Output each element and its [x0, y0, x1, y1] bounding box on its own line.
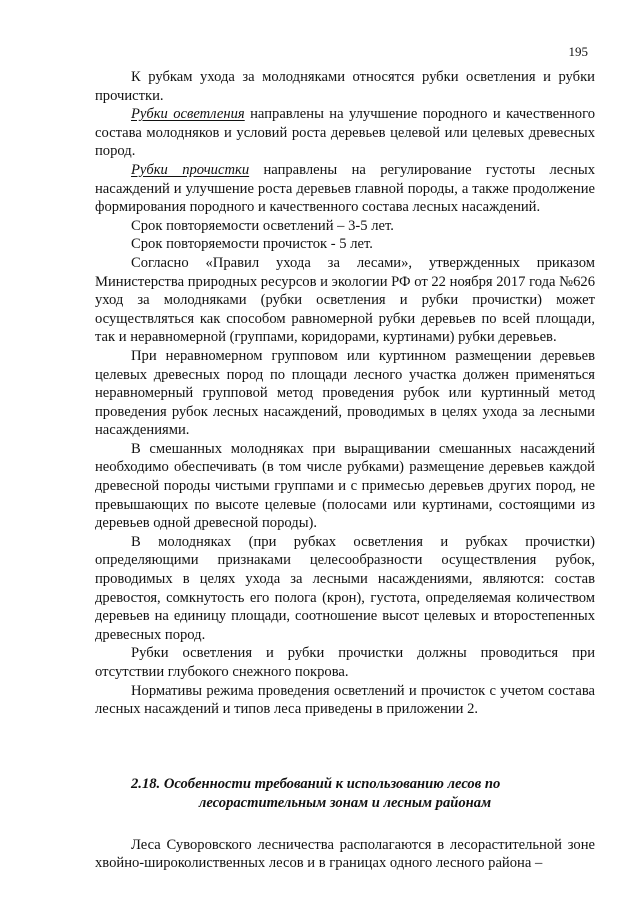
paragraph-cleaning-period: Срок повторяемости прочисток - 5 лет.: [131, 236, 373, 253]
section-heading-line-1: 2.18. Особенности требований к использованию лесов по: [131, 775, 501, 792]
paragraph-uneven-method: При неравномерном групповом или куртинном размещении деревьев целевых древесных пород по площади лесного участка должен применяться неравномерный групповой метод проведения рубок или куртинный метод проведения рубок лесных насаждений, проводимых в целях ухода за лесными насаждениями.: [95, 347, 595, 439]
page-content: [95, 68, 595, 873]
term-thinning: Рубки осветления: [131, 106, 245, 123]
paragraph-mixed-stands: В смешанных молодняках при выращивании смешанных насаждений необходимо обеспечивать (в том числе рубками) размещение деревьев каждой древесной породы чистыми группами и с примесью деревьев других пород, не превышающих по высоте целевые (полосами или куртинами, состоящими из деревьев одной древесной породы).: [95, 440, 595, 532]
page-number: 195: [568, 44, 588, 59]
paragraph-cleaning-text: направлены на регулирование густоты лесных насаждений и улучшение роста деревьев главной породы, а также продолжение формирования породного и качественного состава лесных насаждений.: [95, 161, 596, 216]
paragraph-forestry-zone: Леса Суворовского лесничества располагаются в лесорастительной зоне хвойно-широколиственных лесов и в границах одного лесного района –: [95, 836, 595, 872]
section-heading-line-2: лесорастительным зонам и лесным районам: [198, 794, 492, 811]
paragraph-rules-reference: Согласно «Правил ухода за лесами», утвержденных приказом Министерства природных ресурсов и экологии РФ от 22 ноября 2017 года №626 уход за молодняками (рубки осветления и рубки прочистки) может осуществляться как способом равномерной рубки деревьев по всей площади, так и неравномерной (группами, коридорами, куртинами) рубки деревьев.: [95, 254, 595, 346]
paragraph-snow-cover: Рубки осветления и рубки прочистки должны проводиться при отсутствии глубокого снежного покрова.: [95, 645, 595, 680]
paragraph-thinning-text: направлены на улучшение породного и качественного состава молодняков и условий роста деревьев целевой или целевых древесных пород.: [95, 106, 595, 160]
paragraph-thinning-definition: [95, 105, 595, 161]
paragraph-norms-reference: Нормативы режима проведения осветлений и прочисток с учетом состава лесных насаждений и типов леса приведены в приложении 2.: [95, 682, 595, 718]
paragraph-intro: К рубкам ухода за молодняками относятся рубки осветления и рубки прочистки.: [95, 69, 595, 104]
paragraph-cleaning-definition: [95, 161, 595, 217]
term-cleaning: Рубки прочистки: [131, 161, 250, 178]
section-heading: [95, 775, 595, 813]
paragraph-criteria: В молодняках (при рубках осветления и рубках прочистки) определяющими признаками целесообразности осуществления рубок, проводимых в целях ухода за лесными насаждениями, являются: состав древостоя, сомкнутость его полога (крон), густота, определяемая количеством деревьев на единицу площади, соотношение высот целевых и второстепенных древесных пород.: [95, 533, 595, 643]
paragraph-thinning-period: Срок повторяемости осветлений – 3-5 лет.: [131, 217, 394, 234]
